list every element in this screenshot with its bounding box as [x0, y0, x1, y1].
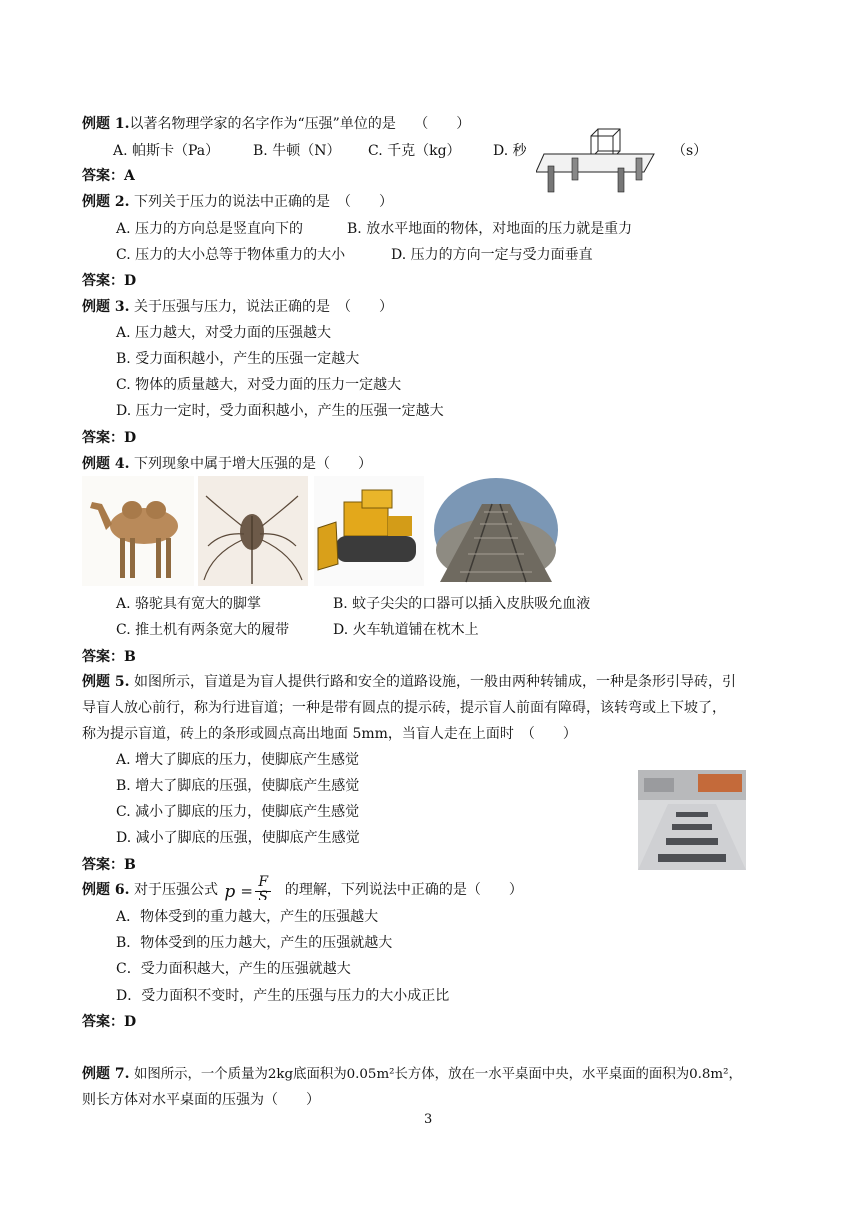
railway-image	[434, 478, 558, 582]
answer-paren: （ ）	[414, 116, 471, 132]
answer-3: 答案：D	[82, 430, 137, 446]
question-2	[82, 192, 393, 212]
option-d: D. 压力一定时，受力面积越小，产生的压强一定越大	[116, 403, 444, 419]
option-b: B. 牛顿（N）	[253, 143, 341, 159]
option-b: B. 放水平地面的物体，对地面的压力就是重力	[347, 221, 633, 237]
option-b: B．物体受到的压力越大，产生的压强就越大	[116, 935, 393, 951]
question-label: 例题 2.	[82, 194, 130, 210]
question-text: 以著名物理学家的名字作为“压强”单位的是	[129, 116, 396, 132]
tactile-paving-image	[638, 770, 746, 870]
question-4	[82, 454, 372, 474]
question-label: 例题 4.	[82, 456, 130, 472]
question-7	[82, 1064, 742, 1085]
table-cube-figure	[536, 124, 662, 196]
question-text-line-3: 称为提示盲道，砖上的条形或圆点高出地面 5mm，当盲人走在上面时 （ ）	[82, 726, 577, 742]
q4-image-strip	[82, 476, 562, 586]
answer-4: 答案：B	[82, 649, 136, 665]
question-text-line-2: 则长方体对水平桌面的压强为（ ）	[82, 1092, 320, 1108]
option-c: C．受力面积越大，产生的压强就越大	[116, 961, 351, 977]
option-c: C. 物体的质量越大，对受力面的压力一定越大	[116, 377, 402, 393]
option-c: C. 推土机有两条宽大的履带	[116, 622, 290, 638]
question-text-before: 对于压强公式	[133, 882, 218, 898]
option-a: A. 压力越大，对受力面的压强越大	[116, 325, 332, 341]
page-number: 3	[424, 1112, 433, 1127]
option-d: D. 火车轨道铺在枕木上	[333, 622, 479, 638]
answer-1: 答案：A	[82, 168, 135, 184]
answer-6: 答案：D	[82, 1014, 137, 1030]
option-a: A. 增大了脚底的压力，使脚底产生感觉	[116, 752, 360, 768]
question-5	[82, 672, 736, 692]
option-d: D．受力面积不变时，产生的压强与压力的大小成正比	[116, 988, 450, 1004]
camel-image	[82, 476, 194, 586]
question-text-line-1: 如图所示，盲道是为盲人提供行路和安全的道路设施，一般由两种转铺成，一种是条形引导砖，引	[133, 674, 736, 690]
answer-5: 答案：B	[82, 857, 136, 873]
option-b: B. 受力面积越小，产生的压强一定越大	[116, 351, 360, 367]
question-3	[82, 297, 393, 317]
formula-p: p	[224, 882, 236, 902]
question-text: 关于压强与压力，说法正确的是 （ ）	[133, 299, 393, 315]
formula-numerator: F	[258, 874, 269, 890]
option-a: A. 帕斯卡（Pa）	[113, 143, 220, 159]
answer-2: 答案：D	[82, 273, 137, 289]
question-label: 例题 3.	[82, 299, 130, 315]
option-c: C. 压力的大小总等于物体重力的大小	[116, 247, 346, 263]
option-d: D. 秒	[493, 143, 527, 159]
option-d-tail: （s）	[672, 143, 708, 159]
question-label: 例题 5.	[82, 674, 130, 690]
option-a: A. 压力的方向总是竖直向下的	[116, 221, 304, 237]
question-text-line-2: 导盲人放心前行，称为行进盲道；一种是带有圆点的提示砖，提示盲人前面有障碍，该转弯或上下坡了，	[82, 700, 726, 716]
option-d: D. 减小了脚底的压强，使脚底产生感觉	[116, 830, 360, 846]
formula-denominator: S	[258, 890, 268, 900]
question-text: 下列关于压力的说法中正确的是 （ ）	[133, 194, 393, 210]
question-text: 下列现象中属于增大压强的是（ ）	[133, 456, 372, 472]
option-a: A．物体受到的重力越大，产生的压强越大	[116, 909, 379, 925]
question-label: 例题 7.	[82, 1066, 130, 1082]
question-1	[82, 114, 470, 134]
question-text-line-1: 如图所示，一个质量为2kg底面积为0.05m²长方体，放在一水平桌面中央，水平桌面的面积为0.8m²，	[133, 1067, 742, 1082]
mosquito-image	[198, 476, 308, 586]
question-6	[82, 874, 523, 902]
option-c: C. 减小了脚底的压力，使脚底产生感觉	[116, 804, 360, 820]
question-text-after: 的理解，下列说法中正确的是（ ）	[284, 882, 523, 898]
pressure-formula	[222, 874, 280, 902]
bulldozer-image	[314, 476, 424, 586]
question-label: 例题 1.	[82, 116, 130, 132]
option-b: B. 蚊子尖尖的口器可以插入皮肤吸允血液	[333, 596, 591, 612]
question-label: 例题 6.	[82, 882, 130, 898]
option-d: D. 压力的方向一定与受力面垂直	[391, 247, 593, 263]
option-a: A. 骆驼具有宽大的脚掌	[116, 596, 262, 612]
formula-equals: =	[240, 882, 253, 900]
option-c: C. 千克（kg）	[368, 143, 461, 159]
option-b: B. 增大了脚底的压强，使脚底产生感觉	[116, 778, 360, 794]
